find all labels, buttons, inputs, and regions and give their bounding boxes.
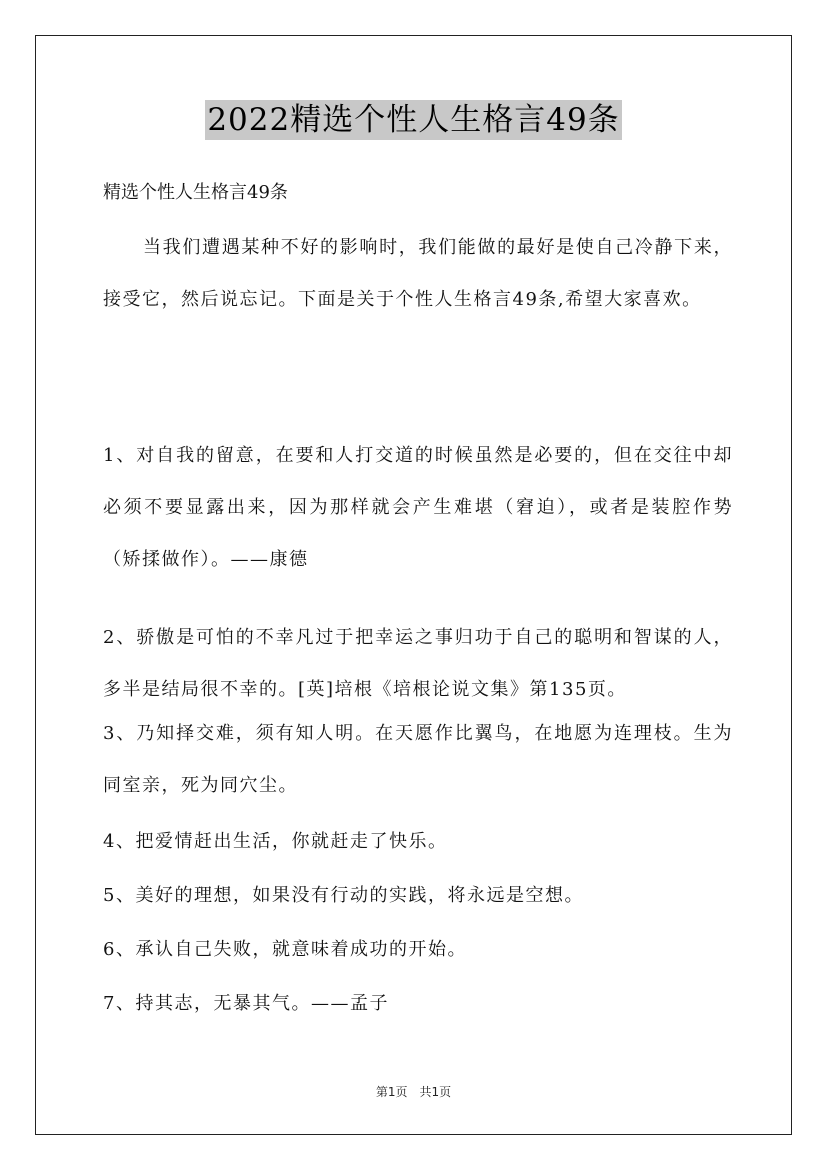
list-item: 1、对自我的留意，在要和人打交道的时候虽然是必要的，但在交往中却必须不要显露出来，因为那样就会产生难堪（窘迫），或者是装腔作势（矫揉做作）。——康德 (103, 445, 733, 570)
list-item: 4、把爱情赶出生活，你就赶走了快乐。 (103, 831, 448, 852)
list-item: 5、美好的理想，如果没有行动的实践，将永远是空想。 (103, 885, 584, 906)
list-item: 7、持其志，无暴其气。——孟子 (103, 993, 389, 1014)
page-footer: 第1页 共1页 (375, 1085, 452, 1099)
list-item: 6、承认自己失败，就意味着成功的开始。 (103, 939, 467, 960)
document-title: 2022精选个性人生格言49条 (207, 102, 620, 138)
title-container (0, 100, 827, 140)
intro-paragraph: 当我们遭遇某种不好的影响时，我们能做的最好是使自己冷静下来，接受它，然后说忘记。下面是关于个性人生格言49条,希望大家喜欢。 (103, 237, 733, 310)
list-item: 2、骄傲是可怕的不幸凡过于把幸运之事归功于自己的聪明和智谋的人，多半是结局很不幸的。[英]培根《培根论说文集》第135页。 (103, 627, 733, 700)
list-item: 3、乃知择交难，须有知人明。在天愿作比翼鸟，在地愿为连理枝。生为同室亲，死为同穴尘。 (103, 723, 733, 796)
document-subtitle: 精选个性人生格言49条 (103, 182, 288, 203)
